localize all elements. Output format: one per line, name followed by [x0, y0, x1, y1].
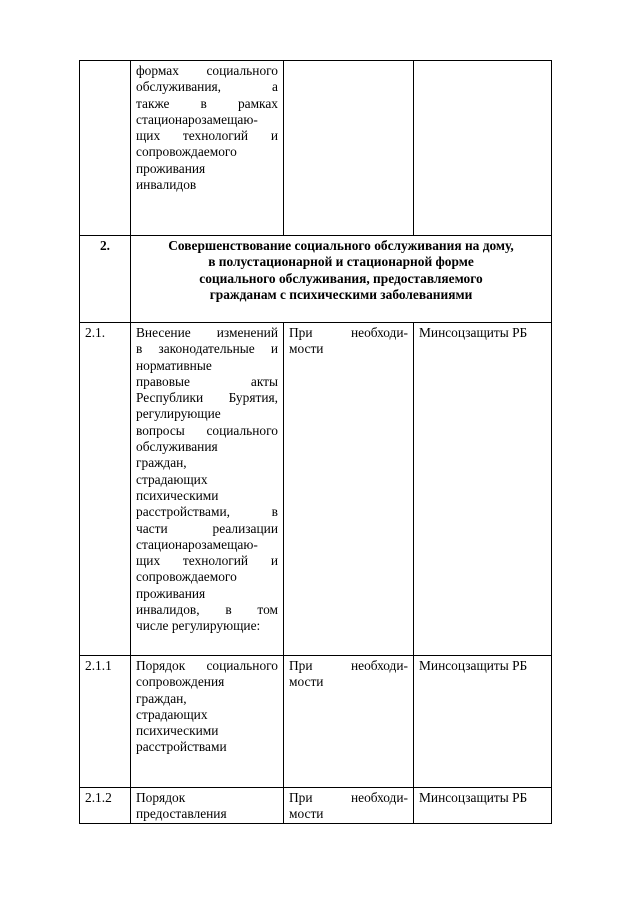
cell-executor — [414, 61, 552, 236]
section-title-line: гражданам с психическими заболеваниями — [209, 286, 473, 302]
cell-line: проживания — [136, 585, 206, 601]
cell-line: Внесение изменений — [136, 325, 278, 340]
section-title-line: социального обслуживания, предоставляемого — [199, 270, 483, 286]
cell-line: страдающих — [136, 471, 208, 487]
cell-line: сопровождения — [136, 674, 225, 690]
cell-line: сопровождаемого — [136, 144, 237, 160]
cell-line: Порядок — [136, 790, 186, 805]
cell-line: формах социального — [136, 63, 278, 78]
cell-line: стационарозамещаю- — [136, 536, 258, 552]
section-title — [131, 236, 552, 323]
cell-line: мости — [289, 341, 324, 357]
table-row — [80, 656, 552, 788]
cell-line: числе регулирующие: — [136, 618, 261, 634]
cell-executor: Минсоцзащиты РБ — [414, 788, 552, 824]
cell-number: 2.1.1 — [80, 656, 131, 788]
cell-line: граждан, — [136, 690, 187, 706]
cell-content — [131, 788, 284, 824]
section-header-row — [80, 236, 552, 323]
table-row-continuation — [80, 61, 552, 236]
cell-number: 2.1.2 — [80, 788, 131, 824]
cell-executor: Минсоцзащиты РБ — [414, 323, 552, 656]
cell-line: также в рамках — [136, 95, 278, 111]
cell-line: При необходи- — [289, 658, 408, 673]
cell-line: мости — [289, 806, 324, 822]
section-title-line: в полустационарной и стационарной форме — [208, 254, 474, 270]
cell-line: вопросы социального — [136, 422, 278, 438]
cell-line: нормативные — [136, 357, 212, 373]
cell-line: граждан, — [136, 455, 187, 471]
cell-line: психическими — [136, 723, 219, 739]
cell-line: расстройствами, в — [136, 504, 278, 520]
table-row — [80, 323, 552, 656]
cell-deadline — [284, 61, 414, 236]
cell-line: стационарозамещаю- — [136, 111, 258, 127]
cell-line: инвалидов — [136, 177, 197, 193]
cell-line: Порядок социального — [136, 658, 278, 673]
cell-line: регулирующие — [136, 406, 221, 422]
cell-line: расстройствами — [136, 739, 227, 755]
cell-line: правовые акты — [136, 373, 278, 389]
section-title-line: Совершенствование социального обслуживания на дому, — [168, 238, 514, 253]
cell-number: 2.1. — [80, 323, 131, 656]
cell-line: При необходи- — [289, 325, 408, 340]
cell-line: щих технологий и — [136, 553, 278, 569]
cell-line: страдающих — [136, 706, 208, 722]
cell-deadline — [284, 788, 414, 824]
cell-line: Республики Бурятия, — [136, 390, 278, 406]
cell-content — [131, 323, 284, 656]
cell-content — [131, 656, 284, 788]
cell-line: в законодательные и — [136, 341, 278, 357]
table-row — [80, 788, 552, 824]
cell-line: мости — [289, 674, 324, 690]
cell-line: обслуживания — [136, 439, 218, 455]
cell-deadline — [284, 323, 414, 656]
cell-number — [80, 61, 131, 236]
cell-line: щих технологий и — [136, 128, 278, 144]
section-number: 2. — [80, 236, 131, 323]
cell-line: При необходи- — [289, 790, 408, 805]
measures-table — [79, 60, 552, 824]
cell-line: части реализации — [136, 520, 278, 536]
cell-line: инвалидов, в том — [136, 602, 278, 618]
cell-deadline — [284, 656, 414, 788]
cell-executor: Минсоцзащиты РБ — [414, 656, 552, 788]
cell-line: сопровождаемого — [136, 569, 237, 585]
cell-line: обслуживания, а — [136, 79, 278, 95]
cell-line: предоставления — [136, 806, 227, 822]
cell-line: проживания — [136, 160, 206, 176]
cell-content — [131, 61, 284, 236]
cell-line: психическими — [136, 487, 219, 503]
